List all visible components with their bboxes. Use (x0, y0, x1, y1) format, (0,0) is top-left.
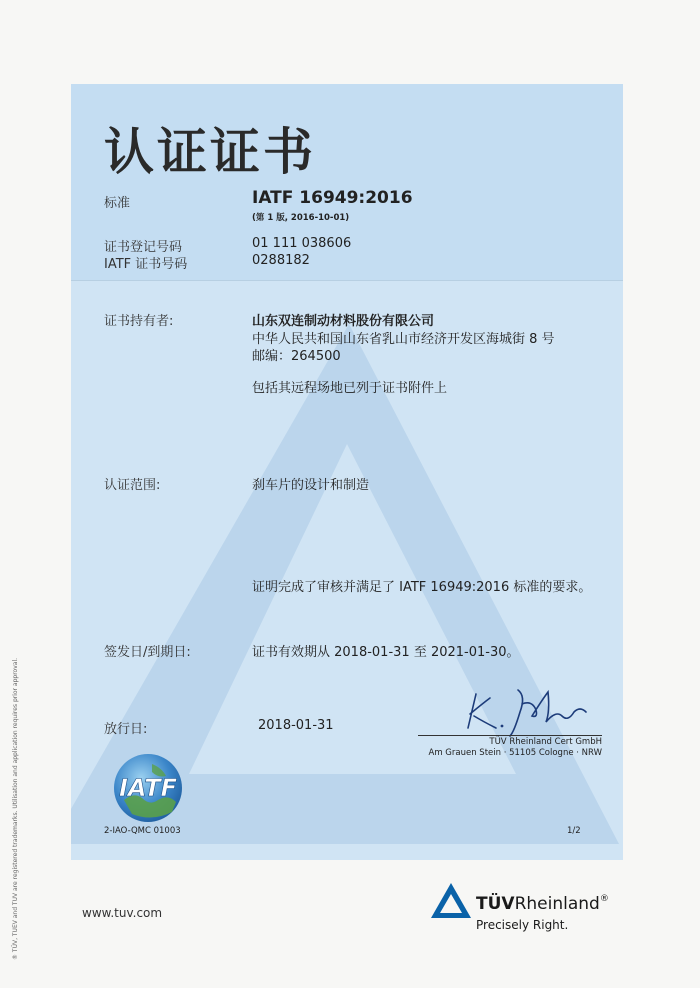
holder-name: 山东双连制动材料股份有限公司 (252, 314, 435, 329)
issuer-name: TÜV Rheinland Cert GmbH (489, 737, 602, 747)
tuv-brand-reg: ® (599, 894, 609, 904)
issuer-address: Am Grauen Stein · 51105 Cologne · NRW (428, 748, 602, 758)
iatf-number-label: IATF 证书号码 (104, 257, 188, 272)
issue-date-value: 2018-01-31 (258, 718, 334, 733)
iatf-globe-logo-icon (112, 752, 202, 824)
iatf-number-value: 0288182 (252, 253, 310, 268)
signature-line (418, 735, 602, 736)
iatf-code: 2-IAO-QMC 01003 (104, 826, 181, 836)
iatf-logo-text: IATF (119, 774, 177, 802)
holder-postcode: 邮编：264500 (252, 349, 341, 364)
page-number: 1/2 (567, 826, 581, 836)
scope-value: 刹车片的设计和制造 (252, 478, 370, 493)
tuv-brand-light: Rheinland (514, 894, 600, 914)
holder-address: 中华人民共和国山东省乳山市经济开发区海城街 8 号 (252, 332, 555, 347)
standard-label: 标准 (104, 196, 131, 211)
validity-label: 签发日/到期日: (104, 645, 191, 660)
validity-value: 证书有效期从 2018-01-31 至 2021-01-30。 (252, 645, 520, 660)
tuv-brand (476, 894, 609, 914)
trademark-note: ® TÜV, TUEV and TUV are registered trademarks. Utilisation and application requires prior approval. (12, 657, 19, 960)
website-url: www.tuv.com (82, 906, 163, 920)
signature-icon (462, 682, 602, 738)
scope-label: 认证范围: (104, 478, 161, 493)
tuv-tagline: Precisely Right. (476, 918, 569, 932)
issue-date-label: 放行日: (104, 722, 148, 737)
compliance-statement: 证明完成了审核并满足了 IATF 16949:2016 标准的要求。 (252, 580, 592, 595)
tuv-brand-bold: TÜV (476, 894, 515, 914)
reg-number-label: 证书登记号码 (104, 240, 183, 255)
reg-number-value: 01 111 038606 (252, 236, 352, 251)
remote-sites-note: 包括其远程场地已列于证书附件上 (252, 381, 448, 396)
tuv-triangle-logo-icon (430, 882, 472, 920)
standard-value: IATF 16949:2016 (252, 188, 413, 208)
holder-label: 证书持有者: (104, 314, 174, 329)
standard-edition: (第 1 版, 2016-10-01) (252, 213, 350, 223)
certificate-title: 认证证书 (104, 123, 316, 181)
